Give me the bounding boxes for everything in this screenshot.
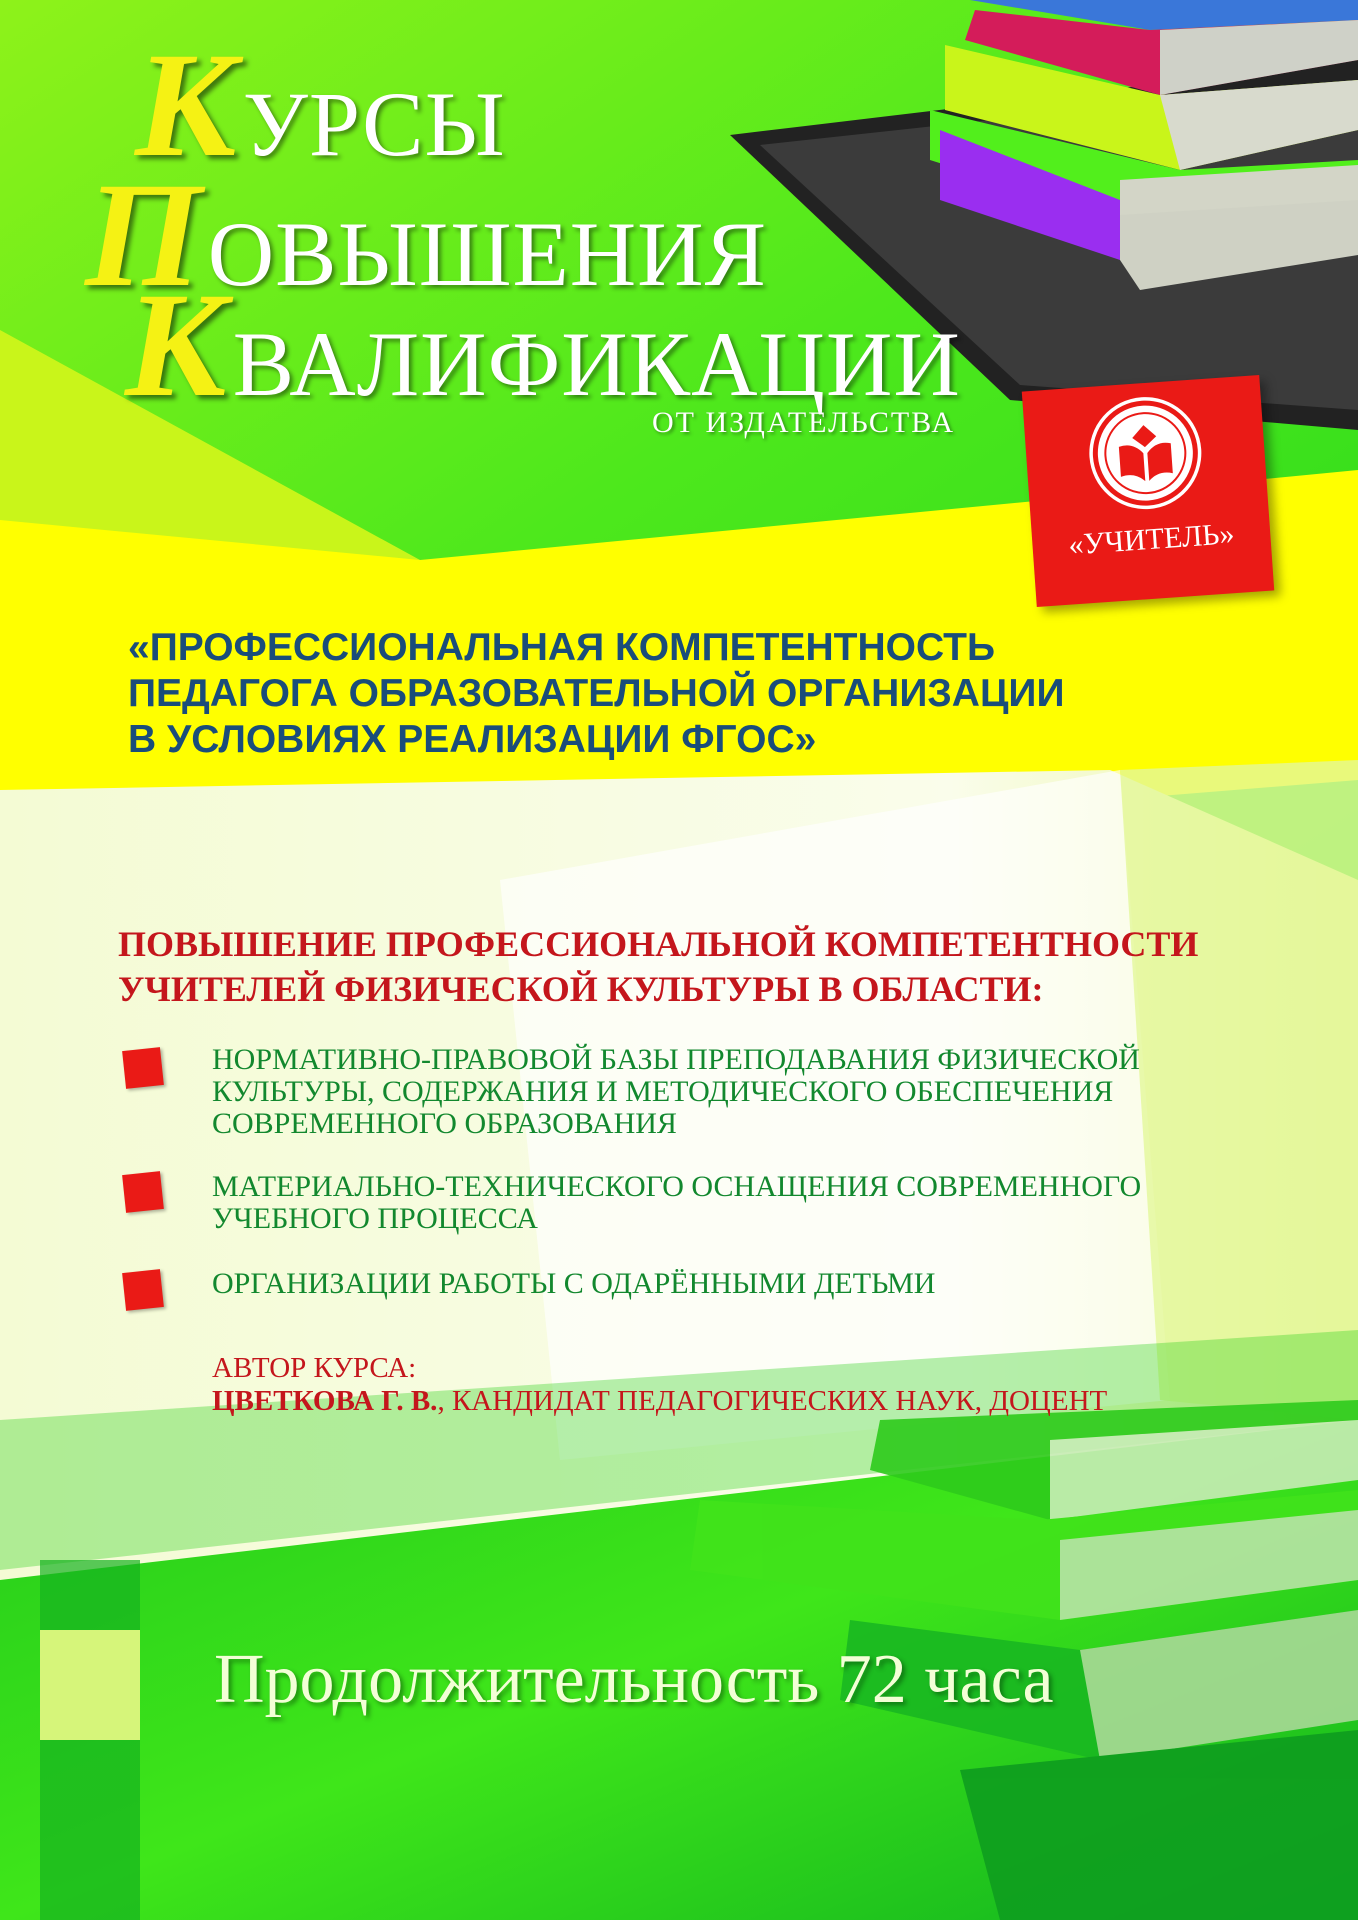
bullet-marker	[122, 1047, 164, 1089]
course-title	[128, 625, 1278, 763]
section-heading-line: УЧИТЕЛЕЙ ФИЗИЧЕСКОЙ КУЛЬТУРЫ В ОБЛАСТИ:	[118, 969, 1044, 1009]
bullet-item-1	[212, 1044, 1292, 1140]
author-label: АВТОР КУРСА:	[212, 1352, 417, 1384]
book-emblem-icon	[1086, 393, 1206, 513]
header-capital-letter: К	[125, 262, 227, 428]
bullet-marker	[122, 1171, 164, 1213]
section-heading	[118, 922, 1298, 1012]
bullet-item-line: НОРМАТИВНО-ПРАВОВОЙ БАЗЫ ПРЕПОДАВАНИЯ ФИЗИЧЕСКОЙ	[212, 1043, 1140, 1076]
bullet-item-line: МАТЕРИАЛЬНО-ТЕХНИЧЕСКОГО ОСНАЩЕНИЯ СОВРЕМЕННОГО	[212, 1170, 1142, 1203]
header-capital-letter: П	[85, 152, 202, 318]
header-word: ОВЫШЕНИЯ	[207, 203, 767, 305]
bullet-item-2	[212, 1171, 1292, 1235]
header-capital-letter: К	[135, 22, 237, 188]
publisher-subtitle: ОТ ИЗДАТЕЛЬСТВА	[652, 406, 956, 439]
course-title-line: ПЕДАГОГА ОБРАЗОВАТЕЛЬНОЙ ОРГАНИЗАЦИИ	[128, 672, 1065, 715]
author-line	[212, 1385, 1107, 1418]
bullet-marker	[122, 1269, 164, 1311]
bullet-item-3	[212, 1268, 1292, 1300]
bullet-item-line: ОРГАНИЗАЦИИ РАБОТЫ С ОДАРЁННЫМИ ДЕТЬМИ	[212, 1267, 936, 1300]
bullet-item-line: СОВРЕМЕННОГО ОБРАЗОВАНИЯ	[212, 1107, 677, 1140]
header-word: УРСЫ	[242, 73, 506, 175]
publisher-logo	[1022, 375, 1274, 607]
course-duration: Продолжительность 72 часа	[214, 1641, 1054, 1718]
publisher-name: «УЧИТЕЛЬ»	[1067, 517, 1236, 562]
bullet-item-line: КУЛЬТУРЫ, СОДЕРЖАНИЯ И МЕТОДИЧЕСКОГО ОБЕСПЕЧЕНИЯ	[212, 1075, 1114, 1108]
author-name: ЦВЕТКОВА Г. В.	[212, 1385, 438, 1417]
author-credentials: , КАНДИДАТ ПЕДАГОГИЧЕСКИХ НАУК, ДОЦЕНТ	[437, 1385, 1108, 1417]
course-title-line: В УСЛОВИЯХ РЕАЛИЗАЦИИ ФГОС»	[128, 718, 817, 761]
course-title-line: «ПРОФЕССИОНАЛЬНАЯ КОМПЕТЕНТНОСТЬ	[128, 626, 995, 669]
accent-square	[40, 1630, 140, 1740]
header-word: ВАЛИФИКАЦИИ	[232, 313, 961, 415]
section-heading-line: ПОВЫШЕНИЕ ПРОФЕССИОНАЛЬНОЙ КОМПЕТЕНТНОСТИ	[118, 924, 1199, 964]
bullet-item-line: УЧЕБНОГО ПРОЦЕССА	[212, 1202, 538, 1235]
